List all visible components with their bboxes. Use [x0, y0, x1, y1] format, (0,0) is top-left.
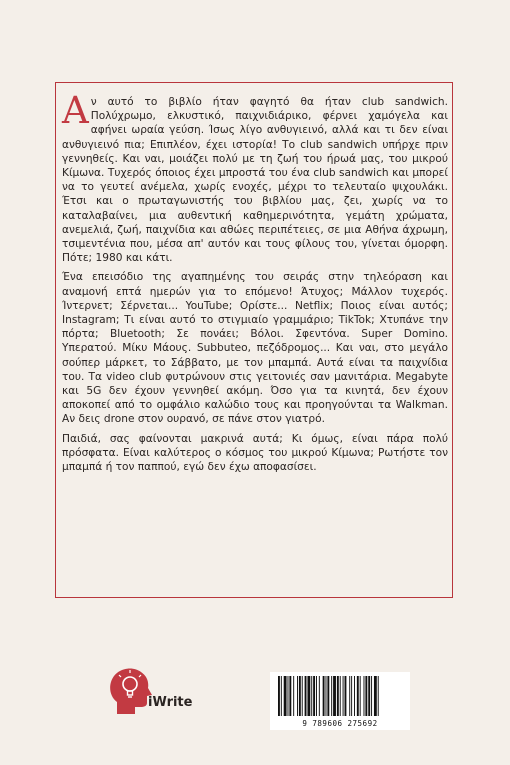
head-lightbulb-icon — [103, 662, 163, 722]
publisher-logo — [103, 662, 198, 722]
isbn-number: 9 789606 275692 — [302, 719, 378, 728]
barcode-bars — [270, 672, 410, 718]
paragraph-1 — [62, 89, 448, 265]
drop-cap: Α — [62, 89, 89, 132]
back-cover-text — [62, 89, 448, 479]
publisher-name: iWrite — [148, 695, 193, 710]
paragraph-1-text: ν αυτό το βιβλίο ήταν φαγητό θα ήταν club sandwich. Πολύχρωμο, ελκυστικό, παιχνιδιάρικο, φέρνει χαμόγελα και αφήνει ωραία γεύση. Ίσως λίγο ανθυγιεινό, αλλά και τι δεν είναι ανθυγιεινό πια; Επιπλέον, έχει ιστορία! Το club sandwich υπήρχε πριν γεννηθείς. Και ναι, μοιάζει πολύ με τη ζωή του ήρωά μας, του μικρού Κίμωνα. Τυχερός όποιος έχει μπροστά του ένα club sandwich και μπορεί να το γευτεί ανέμελα, χωρίς ενοχές, μέχρι το τελευταίο ψιχουλάκι. Έτσι και ο πρωταγωνιστής του βιβλίου μας, ζει, χωρίς να το καταλαβαίνει, μια αυθεντική καθημερινότητα, γεμάτη χρώματα, ανεμελιά, ζωή, παιχνίδια και αθώες περιπέτειες, σε μια Αθήνα άχρωμη, τσιμεντένια που, μέσα απ' αυτόν και τους φίλους του, γίνεται όμορφη. Πότε; 1980 και κάτι. — [62, 96, 448, 265]
paragraph-3: Παιδιά, σας φαίνονται μακρινά αυτά; Κι όμως, είναι πάρα πολύ πρόσφατα. Είναι καλύτερος ο κόσμος του μικρού Κίμωνα; Ρωτήστε τον μπαμπά ή τον παππού, εγώ δεν έχω αποφασίσει. — [62, 432, 448, 474]
paragraph-2: Ένα επεισόδιο της αγαπημένης του σειράς στην τηλεόραση και αναμονή επτά ημερών για το επόμενο! Άτυχος; Μάλλον τυχερός. Ίντερνετ; Σέρνεται... YouTube; Ορίστε... Netflix; Ποιος είναι αυτός; Instagram; Τι είναι αυτό το στιγμιαίο γραμμάριο; TikTok; Χτυπάνε την πόρτα; Bluetooth; Σε πονάει; Βόλοι. Σφεντόνα. Super Domino. Υπερατού. Μίκυ Μάους. Subbuteo, πεζόδρομος... Και ναι, στο μεγάλο σούπερ μάρκετ, το Σάββατο, με τον μπαμπά. Αυτά είναι τα παιχνίδια του. Τα video club φυτρώνουν στις γειτονιές σαν μανιτάρια. Megabyte και 5G δεν έχουν γεννηθεί ακόμη. Όσο για τα κινητά, δεν έχουν αποκοπεί από το ομφάλιο καλώδιο τους και προηγούνται τα Walkman. Αν δεις drone στον ουρανό, σε πάνε στον γιατρό. — [62, 271, 448, 426]
isbn-barcode — [270, 672, 410, 730]
